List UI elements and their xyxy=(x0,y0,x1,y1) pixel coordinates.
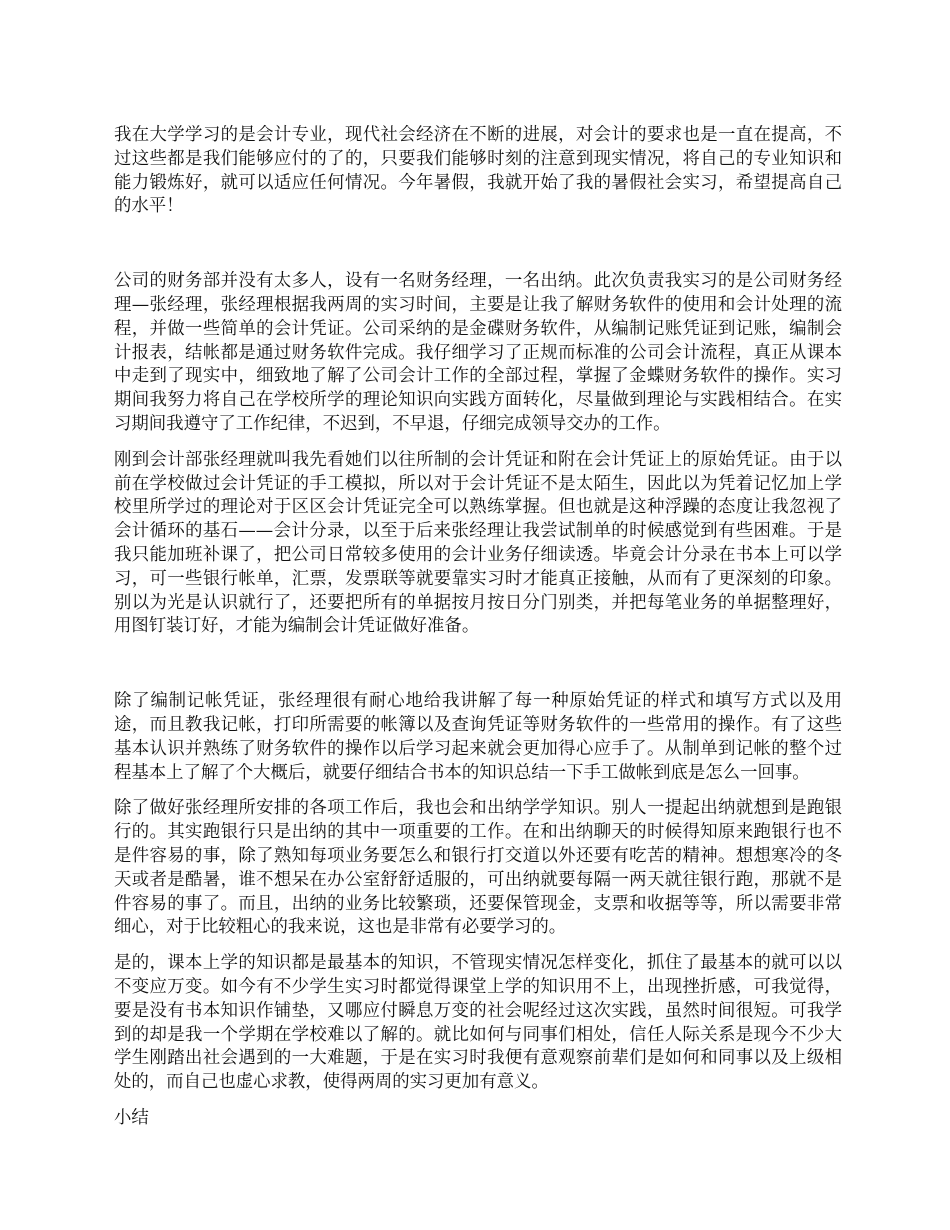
paragraph-finance-department: 公司的财务部并没有太多人，设有一名财务经理，一名出纳。此次负责我实习的是公司财务经理—张经理，张经理根据我两周的实习时间，主要是让我了解财务软件的使用和会计处理的流程，并做一些简单的会计凭证。公司采纳的是金碟财务软件，从编制记账凭证到记账，编制会计报表，结帐都是通过财务软件完成。我仔细学习了正规而标准的公司会计流程，真正从课本中走到了现实中，细致地了解了公司会计工作的全部过程，掌握了金蝶财务软件的操作。实习期间我努力将自己在学校所学的理论知识向实践方面转化，尽量做到理论与实践相结合。在实习期间我遵守了工作纪律，不迟到，不早退，仔细完成领导交办的工作。 xyxy=(114,271,842,434)
spacer xyxy=(114,639,842,690)
spacer xyxy=(114,785,842,797)
spacer xyxy=(114,1095,842,1107)
paragraph-bookkeeping: 除了编制记帐凭证，张经理很有耐心地给我讲解了每一种原始凭证的样式和填写方式以及用途，而且教我记帐，打印所需要的帐簿以及查询凭证等财务软件的一些常用的操作。有了这些基本认识并熟练了财务软件的操作以后学习起来就会更加得心应手了。从制单到记帐的整个过程基本上了解了个大概后，就要仔细结合书本的知识总结一下手工做帐到底是怎么一回事。 xyxy=(114,691,842,783)
spacer xyxy=(114,437,842,449)
spacer xyxy=(114,940,842,952)
document-body xyxy=(114,124,842,1131)
section-heading-summary: 小结 xyxy=(114,1107,149,1128)
spacer xyxy=(114,219,842,270)
paragraph-cashier: 除了做好张经理所安排的各项工作后，我也会和出纳学学知识。别人一提起出纳就想到是跑银行的。其实跑银行只是出纳的其中一项重要的工作。在和出纳聊天的时候得知原来跑银行也不是件容易的事，除了熟知每项业务要怎么和银行打交道以外还要有吃苦的精神。想想寒冷的冬天或者是酷暑，谁不想呆在办公室舒舒适服的，可出纳就要每隔一两天就往银行跑，那就不是件容易的事了。而且，出纳的业务比较繁琐，还要保管现金，支票和收据等等，所以需要非常细心，对于比较粗心的我来说，这也是非常有必要学习的。 xyxy=(114,798,842,938)
paragraph-accounting-vouchers: 刚到会计部张经理就叫我先看她们以往所制的会计凭证和附在会计凭证上的原始凭证。由于以前在学校做过会计凭证的手工模拟，所以对于会计凭证不是太陌生，因此以为凭着记忆加上学校里所学过的理论对于区区会计凭证完全可以熟练掌握。但也就是这种浮躁的态度让我忽视了会计循环的基石——会计分录，以至于后来张经理让我尝试制单的时候感觉到有些困难。于是我只能加班补课了，把公司日常较多使用的会计业务仔细读透。毕竟会计分录在书本上可以学习，可一些银行帐单，汇票，发票联等就要靠实习时才能真正接触，从而有了更深刻的印象。别以为光是认识就行了，还要把所有的单据按月按日分门别类，并把每笔业务的单据整理好，用图钉装订好，才能为编制会计凭证做好准备。 xyxy=(114,449,842,637)
paragraph-reflection: 是的，课本上学的知识都是最基本的知识，不管现实情况怎样变化，抓住了最基本的就可以以不变应万变。如今有不少学生实习时都觉得课堂上学的知识用不上，出现挫折感，可我觉得，要是没有书本知识作铺垫，又哪应付瞬息万变的社会呢经过这次实践，虽然时间很短。可我学到的却是我一个学期在学校难以了解的。就比如何与同事们相处，信任人际关系是现今不少大学生刚踏出社会遇到的一大难题，于是在实习时我便有意观察前辈们是如何和同事以及上级相处的，而自己也虚心求教，使得两周的实习更加有意义。 xyxy=(114,953,842,1093)
paragraph-intro: 我在大学学习的是会计专业，现代社会经济在不断的进展，对会计的要求也是一直在提高，不过这些都是我们能够应付的了的，只要我们能够时刻的注意到现实情况，将自己的专业知识和能力锻炼好，就可以适应任何情况。今年暑假，我就开始了我的暑假社会实习，希望提高自己的水平！ xyxy=(114,125,842,217)
